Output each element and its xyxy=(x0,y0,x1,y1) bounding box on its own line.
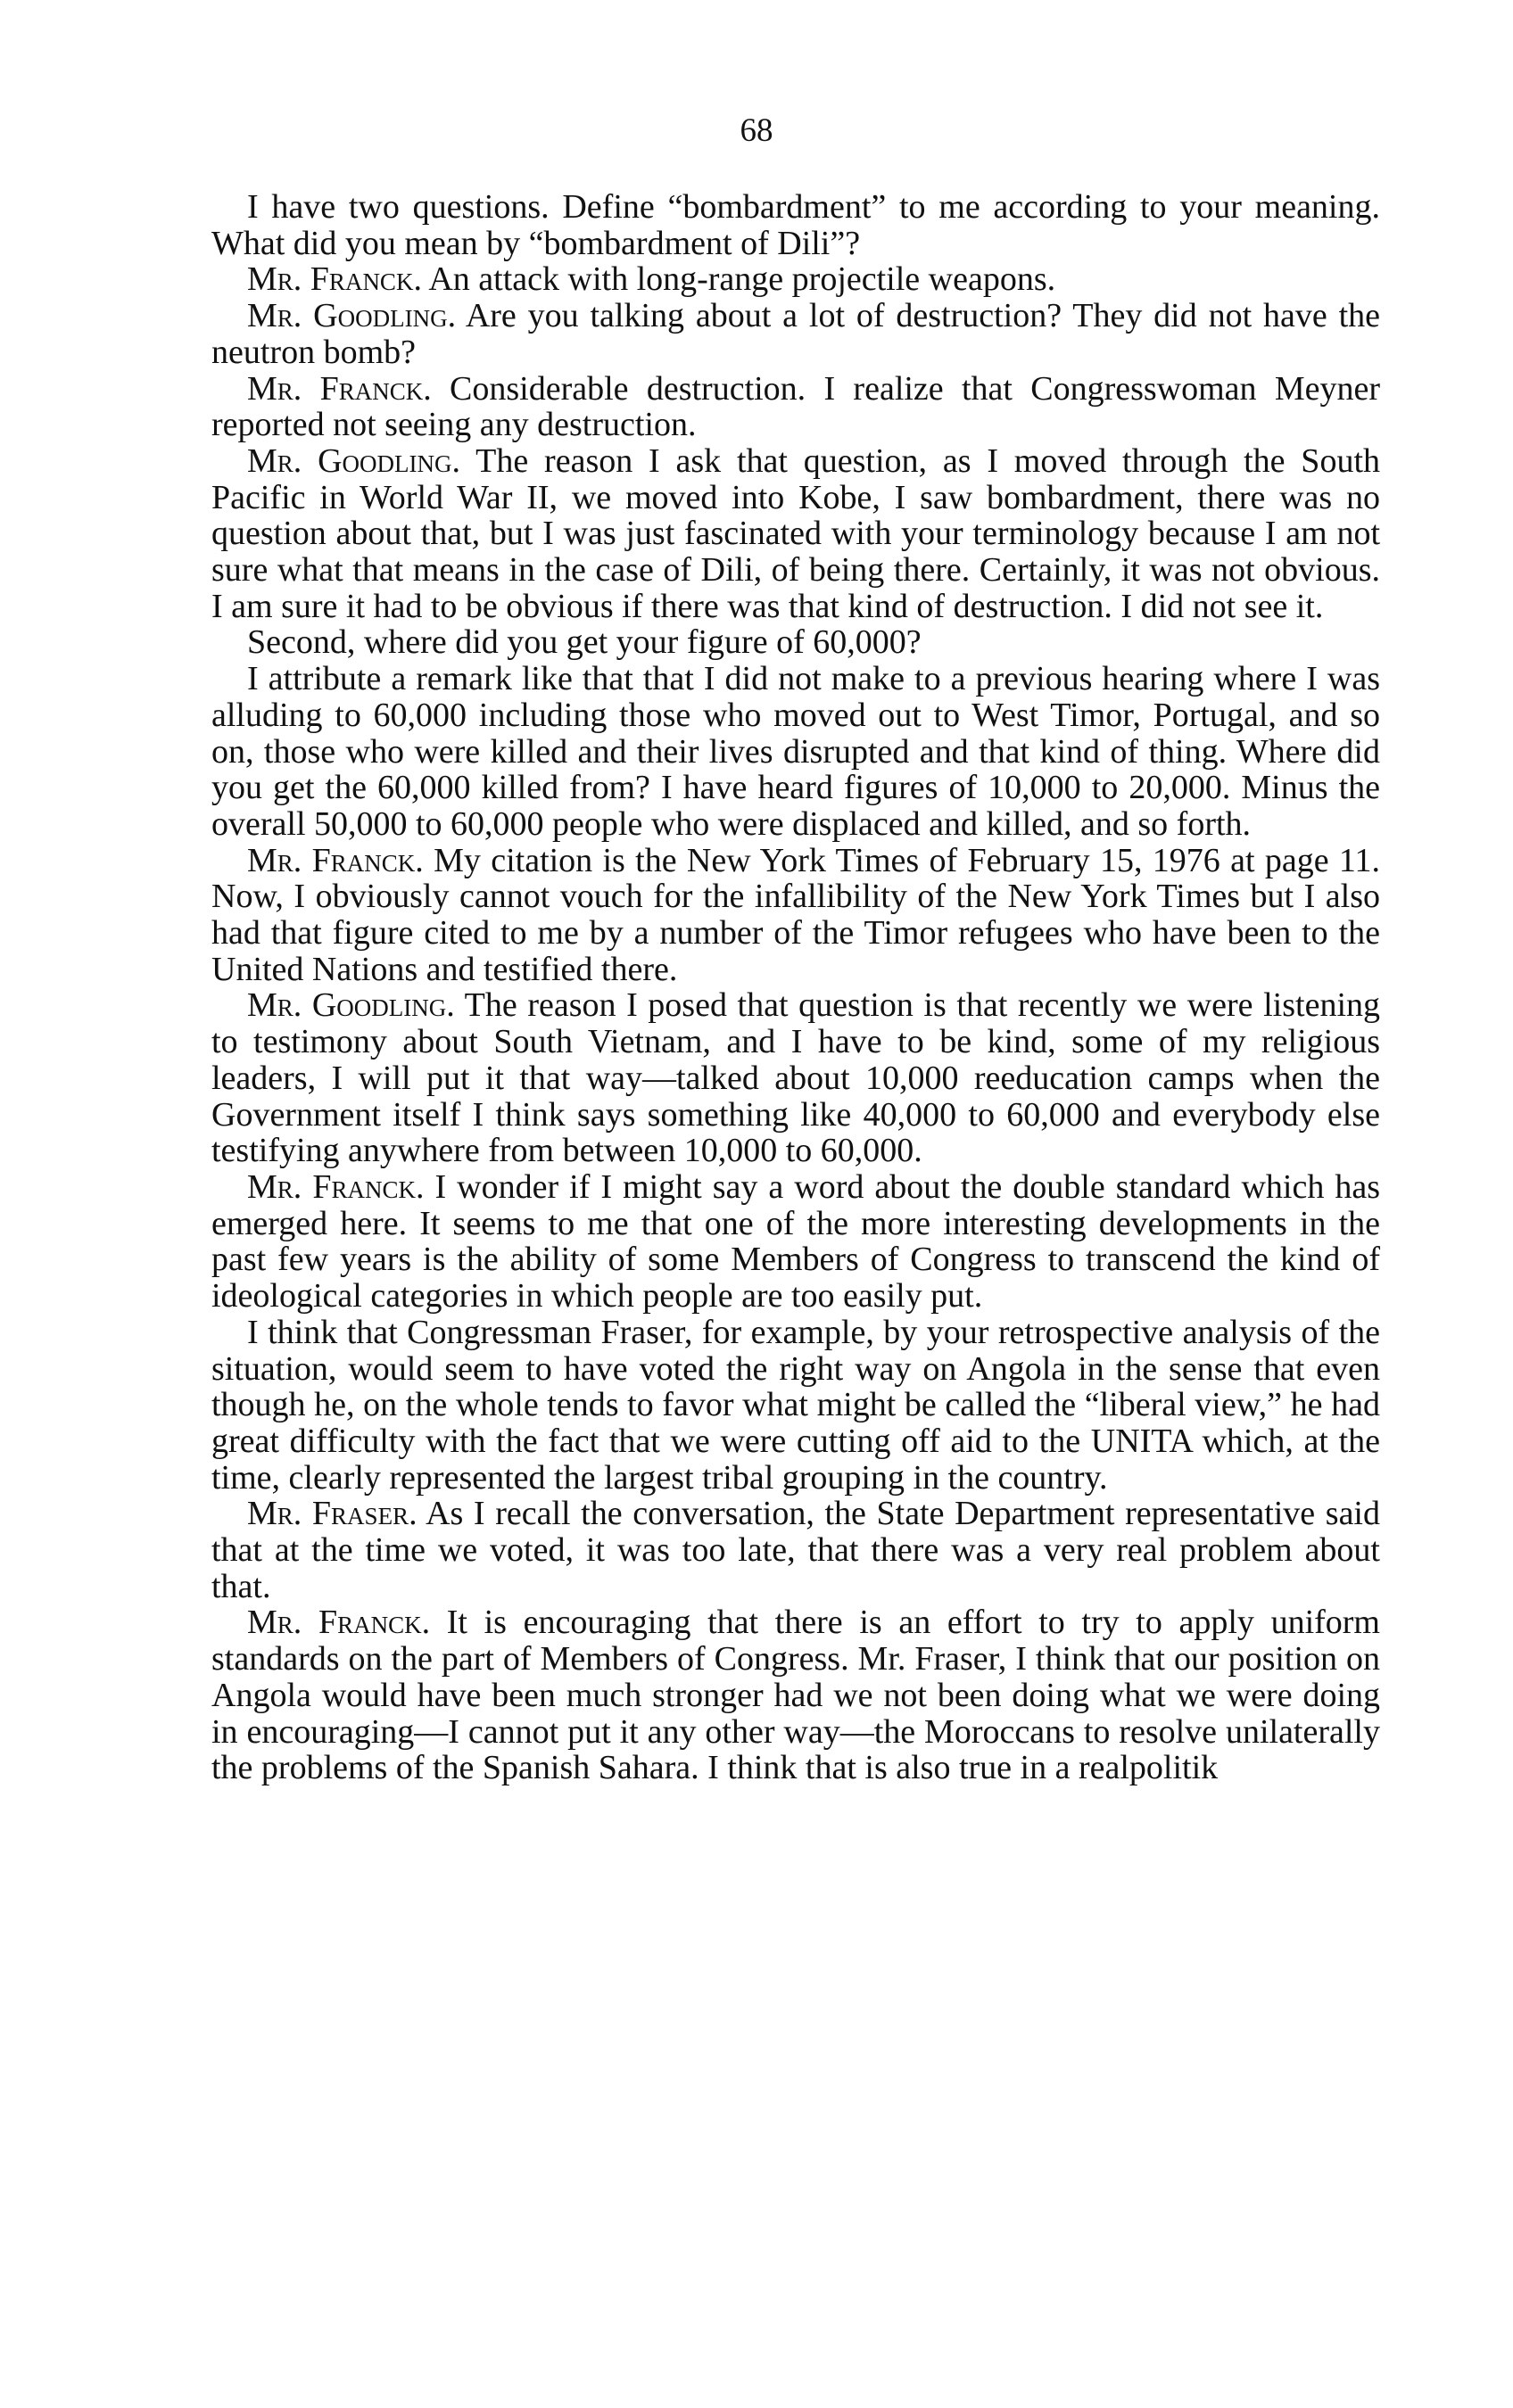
paragraph-text: The reason I posed that question is that recently we were listening to testimony about South Vietnam, and I have to be kind, some of my religious leaders, I will put it that way—talked about 10,000 reeducation camps when the Government itself I think says something like 40,000 to 60,000 and everybody else testifying anywhere from between 10,000 to 60,000. xyxy=(211,986,1381,1170)
paragraph xyxy=(211,189,1380,261)
speaker-name: Mr. Goodling. xyxy=(247,297,457,335)
speaker-name: Mr. Franck. xyxy=(247,841,424,879)
paragraph xyxy=(211,1315,1380,1497)
paragraph xyxy=(211,443,1380,625)
speaker-name: Mr. Franck. xyxy=(247,369,432,408)
paragraph-text: The reason I ask that question, as I moved through the South Pacific in World War II, we moved into Kobe, I saw bombardment, there was no question about that, but I was just fascinated with your terminology because I am not sure what that means in the case of Dili, of being there. Certainly, it was not obvious. I am sure it had to be obvious if there was that kind of destruction. I did not see it. xyxy=(211,441,1380,625)
paragraph xyxy=(211,987,1380,1169)
speaker-name: Mr. Franck. xyxy=(247,1167,425,1206)
speaker-name: Mr. Fraser. xyxy=(247,1495,418,1533)
paragraph-text: I think that Congressman Fraser, for example, by your retrospective analysis of the situation, would seem to have voted the right way on Angola in the sense that even though he, on the whole tends to favor what might be called the “liberal view,” he had great difficulty with the fact that we were cutting off aid to the UNITA which, at the time, clearly represented the largest tribal grouping in the country. xyxy=(211,1313,1380,1497)
paragraph xyxy=(211,843,1380,988)
paragraph xyxy=(211,624,1380,661)
page-number: 68 xyxy=(740,112,773,149)
paragraph xyxy=(211,1604,1380,1786)
paragraph-text: I attribute a remark like that that I did not make to a previous hearing where I was alluding to 60,000 including those who moved out to West Timor, Portugal, and so on, those who were killed and their lives disrupted and that kind of thing. Where did you get the 60,000 killed from? I have heard figures of 10,000 to 20,000. Minus the overall 50,000 to 60,000 people who were displaced and killed, and so forth. xyxy=(211,660,1380,843)
speaker-name: Mr. Goodling. xyxy=(247,986,455,1025)
document-body xyxy=(211,189,1380,1786)
paragraph-text: My citation is the New York Times of February 15, 1976 at page 11. Now, I obviously cannot vouch for the infallibility of the New York Times but I also had that figure cited to me by a number of the Timor refugees who have been to the United Nations and testified there. xyxy=(211,841,1380,988)
paragraph xyxy=(211,371,1380,443)
paragraph-text: I wonder if I might say a word about the double standard which has emerged here. It seems to me that one of the more interesting developments in the past few years is the ability of some Members of Congress to transcend the kind of ideological categories in which people are too easily put. xyxy=(211,1167,1380,1315)
paragraph-text: An attack with long-range projectile weapons. xyxy=(421,260,1056,299)
paragraph-text: It is encouraging that there is an effort to try to apply uniform standards on the part of Members of Congress. Mr. Fraser, I think that our position on Angola would have been much stronger had we not been doing what we were doing in encouraging—I cannot put it any other way—the Moroccans to resolve unilaterally the problems of the Spanish Sahara. I think that is also true in a realpolitik xyxy=(211,1604,1380,1787)
speaker-name: Mr. Goodling. xyxy=(247,441,461,480)
paragraph-text: I have two questions. Define “bombardment” to me according to your meaning. What did you mean by “bombardment of Dili”? xyxy=(211,188,1380,262)
paragraph-text: As I recall the conversation, the State Department representative said that at the time we voted, it was too late, that there was a very real problem about that. xyxy=(211,1495,1380,1605)
paragraph-text: Considerable destruction. I realize that Congresswoman Meyner reported not seeing any destruction. xyxy=(211,369,1381,444)
paragraph xyxy=(211,261,1380,298)
speaker-name: Mr. Franck. xyxy=(247,1604,431,1642)
paragraph-text: Second, where did you get your figure of 60,000? xyxy=(247,623,922,662)
speaker-name: Mr. Franck. xyxy=(247,260,422,299)
paragraph xyxy=(211,298,1380,370)
paragraph xyxy=(211,661,1380,843)
paragraph xyxy=(211,1496,1380,1604)
paragraph-text: Are you talking about a lot of destruction? They did not have the neutron bomb? xyxy=(211,297,1381,371)
paragraph xyxy=(211,1169,1380,1315)
